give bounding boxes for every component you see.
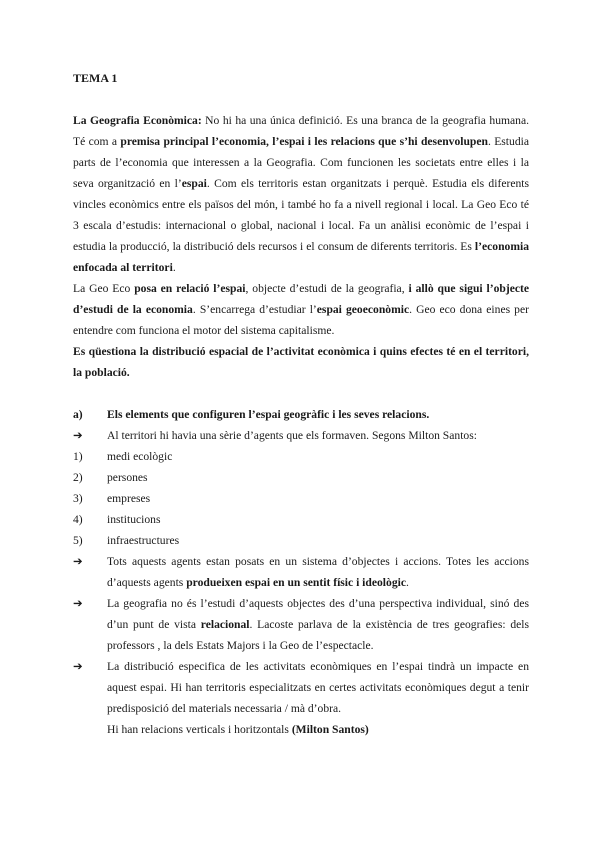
- item-text: infraestructures: [107, 534, 180, 547]
- text-span: .: [172, 261, 176, 274]
- bold-span: l’economia enfocada al territori: [73, 240, 529, 274]
- bold-span: espai: [181, 177, 207, 190]
- bold-span: premisa principal l’economia, l’espai i les relacions que s’hi desenvolupen: [120, 135, 488, 148]
- text-span: .: [405, 576, 409, 589]
- numbered-item: [73, 509, 529, 530]
- item-text: persones: [107, 471, 148, 484]
- numbered-item: [73, 467, 529, 488]
- item-text: empreses: [107, 492, 151, 505]
- numbered-item: [73, 530, 529, 551]
- text-span: La Geo Eco: [73, 282, 135, 295]
- arrow-bullet-item: [73, 656, 529, 740]
- arrow-right-icon: ➔: [73, 660, 83, 673]
- bold-span: relacional: [200, 618, 250, 631]
- text-span: Hi han relacions verticals i horitzontals: [107, 723, 292, 736]
- item-number: 3): [73, 492, 83, 505]
- bold-span: i allò que sigui l’objecte d’estudi de la economia: [73, 282, 529, 316]
- text-span: Tots aquests agents estan posats en un sistema d’objectes i accions. Totes les accions d’aquests agents: [107, 555, 529, 589]
- arrow-bullet-item: [73, 593, 529, 656]
- arrow-right-icon: ➔: [73, 429, 83, 442]
- text-span: . S’encarrega d’estudiar l’: [192, 303, 317, 316]
- spacer: [73, 383, 529, 404]
- text-span: La geografia no és l’estudi d’aquests objectes des d’una perspectiva individual, sinó des d’un punt de vista: [107, 597, 529, 631]
- item-number: 1): [73, 450, 83, 463]
- section-a-heading: [73, 404, 529, 425]
- bold-span: espai geoeconòmic: [316, 303, 410, 316]
- bold-span: produeixen espai en un sentit físic i ideològic: [186, 576, 406, 589]
- paragraph-question: [73, 341, 529, 383]
- text-span: . Com els territoris estan organitzats i perquè. Estudia els diferents vincles econòmics entre els països del món, i també ho fa a nivell regional i local. La Geo Eco té 3 escala d’estudis: internacional o global, nacional i local. Fa un anàlisi econòmic de l’espai i estudia la producció, la distribució dels recursos i el consum de diferents territoris. Es: [73, 177, 529, 253]
- item-text: medi ecològic: [107, 450, 173, 463]
- page-title: TEMA 1: [73, 71, 118, 85]
- item-number: 2): [73, 471, 83, 484]
- term-geografia-economica: La Geografia Econòmica:: [73, 114, 202, 127]
- text-span: . Lacoste parlava de la existència de tres geografies: dels professors , la dels Estats Majors i la Geo de l’espectacle.: [107, 618, 530, 652]
- arrow-right-icon: ➔: [73, 597, 83, 610]
- numbered-item: [73, 488, 529, 509]
- text-span: . Estudia parts de l’economia que interessen a la Geografia. Com funcionen les societats entre elles i la seva organització en l’: [73, 135, 529, 190]
- paragraph-geo-eco: [73, 278, 529, 341]
- section-list: [73, 404, 529, 425]
- numbered-list: [73, 446, 529, 551]
- bold-question: Es qüestiona la distribució espacial de l’activitat econòmica i quins efectes té en el territori, la població.: [73, 345, 529, 379]
- arrow-bullet-item: [73, 551, 529, 593]
- document-body: [73, 68, 529, 740]
- item-number: 4): [73, 513, 83, 526]
- text-span: . Geo eco dona eines per entendre com funciona el motor del sistema capitalisme.: [73, 303, 529, 337]
- paragraph-geografia-economica: [73, 110, 529, 278]
- arrow-right-icon: ➔: [73, 555, 83, 568]
- text-span: La distribució especifica de les activitats econòmiques en l’espai tindrà un impacte en aquest espai. Hi han territoris especialitzats en certes activitats econòmiques degut a tenir predisposició del materials necessaria / mà d’obra.: [107, 660, 529, 715]
- bullet-list-2: [73, 551, 529, 740]
- arrow-bullet-item: [73, 425, 529, 446]
- numbered-item: [73, 446, 529, 467]
- bold-span: (Milton Santos): [291, 723, 369, 736]
- text-span: No hi ha una única definició. Es una branca de la geografia humana. Té com a: [73, 114, 529, 148]
- bullet-list-1: [73, 425, 529, 446]
- section-marker: a): [73, 408, 83, 421]
- text-span: , objecte d’estudi de la geografia,: [245, 282, 409, 295]
- item-text: institucions: [107, 513, 161, 526]
- bullet-text: Al territori hi havia una sèrie d’agents que els formaven. Segons Milton Santos:: [107, 429, 477, 442]
- section-title: Els elements que configuren l’espai geogràfic i les seves relacions.: [107, 408, 430, 421]
- item-number: 5): [73, 534, 83, 547]
- bold-span: posa en relació l’espai: [134, 282, 246, 295]
